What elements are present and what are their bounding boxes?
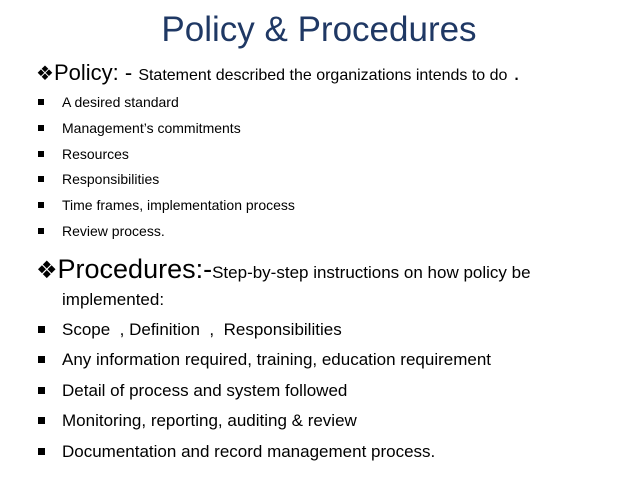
- square-bullet-icon: [38, 99, 44, 105]
- square-bullet-icon: [38, 448, 45, 455]
- list-item: Management’s commitments: [38, 118, 295, 144]
- procedures-list: [38, 318, 491, 470]
- procedures-description-continued: implemented:: [62, 290, 165, 309]
- list-item: A desired standard: [38, 92, 295, 118]
- list-item: Detail of process and system followed: [38, 379, 491, 409]
- square-bullet-icon: [38, 151, 44, 157]
- policy-end-mark: .: [513, 60, 520, 85]
- list-item: Documentation and record management process.: [38, 440, 491, 470]
- policy-label: Policy: -: [53, 60, 133, 85]
- square-bullet-icon: [38, 228, 44, 234]
- procedures-label: Procedures:-: [57, 254, 213, 284]
- square-bullet-icon: [38, 125, 44, 131]
- diamond-bullet-icon: ❖: [36, 256, 58, 284]
- list-item: Monitoring, reporting, auditing & review: [38, 409, 491, 439]
- slide-title: Policy & Procedures: [161, 10, 477, 49]
- policy-list: [38, 92, 295, 247]
- square-bullet-icon: [38, 326, 45, 333]
- procedures-description: Step-by-step instructions on how policy be: [212, 263, 531, 282]
- policy-description: Statement described the organizations intends to do: [138, 67, 508, 84]
- square-bullet-icon: [38, 356, 45, 363]
- procedures-heading: [36, 254, 531, 285]
- square-bullet-icon: [38, 176, 44, 182]
- list-item: Review process.: [38, 221, 295, 247]
- square-bullet-icon: [38, 417, 45, 424]
- list-item: Time frames, implementation process: [38, 195, 295, 221]
- list-item: Scope , Definition , Responsibilities: [38, 318, 491, 348]
- list-item: Any information required, training, education requirement: [38, 348, 491, 378]
- square-bullet-icon: [38, 387, 45, 394]
- policy-heading: [36, 60, 520, 86]
- square-bullet-icon: [38, 202, 44, 208]
- list-item: Resources: [38, 144, 295, 170]
- list-item: Responsibilities: [38, 169, 295, 195]
- diamond-bullet-icon: ❖: [36, 61, 54, 85]
